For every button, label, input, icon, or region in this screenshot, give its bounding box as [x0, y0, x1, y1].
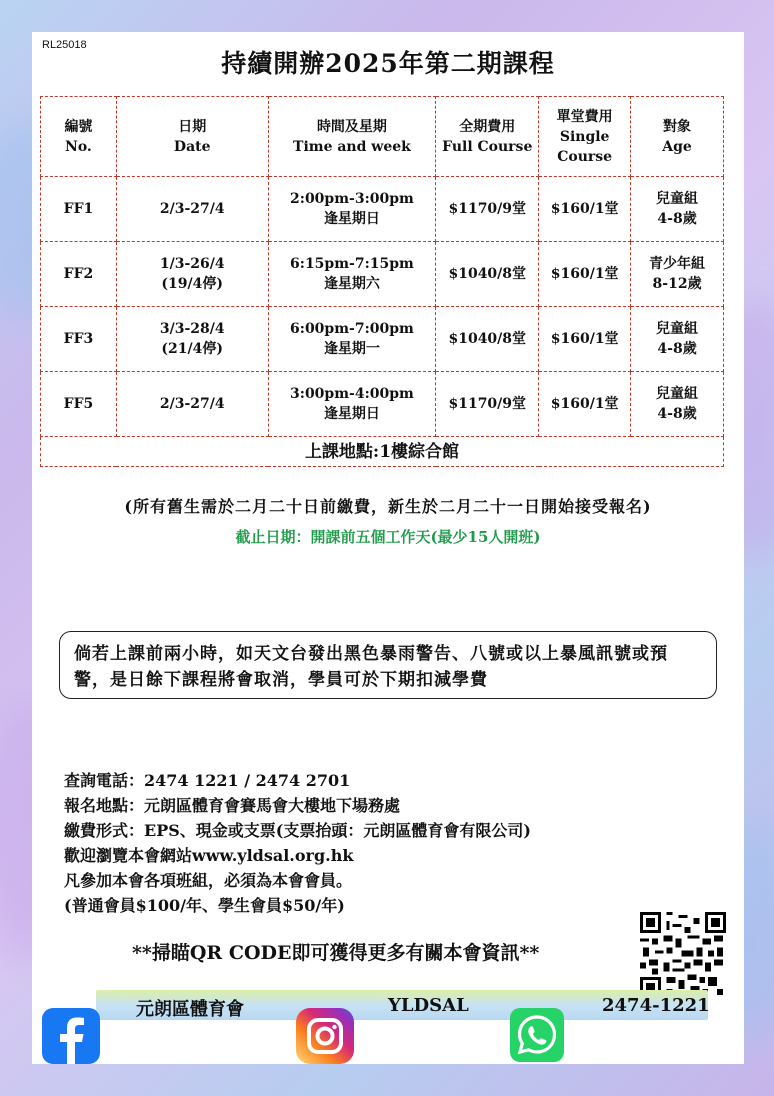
website-line[interactable]: 歡迎瀏覽本會網站www.yldsal.org.hk [64, 846, 354, 865]
instagram-icon[interactable] [296, 1008, 354, 1064]
facebook-account-name: 元朗區體育會 [136, 999, 244, 1020]
course-date: 3/3-28/4 (21/4停) [116, 307, 268, 372]
reference-code: RL25018 [42, 39, 87, 51]
table-row [41, 242, 724, 307]
header-age: 對象 Age [631, 97, 724, 177]
single-fee: $160/1堂 [539, 372, 631, 437]
course-code: FF5 [41, 372, 117, 437]
single-fee: $160/1堂 [539, 307, 631, 372]
course-age: 青少年組 8-12歲 [631, 242, 724, 307]
poster-page [32, 32, 744, 1064]
payment-methods: 繳費形式：EPS、現金或支票(支票抬頭：元朗區體育會有限公司) [64, 821, 531, 840]
table-row [41, 177, 724, 242]
qr-instruction: **掃瞄QR CODE即可獲得更多有關本會資訊** [132, 942, 540, 964]
membership-fees: (普通會員$100/年、學生會員$50/年) [64, 896, 345, 915]
table-header-row [41, 97, 724, 177]
course-age: 兒童組 4-8歲 [631, 372, 724, 437]
instagram-account-name: YLDSAL [388, 995, 469, 1016]
header-date: 日期 Date [116, 97, 268, 177]
table-row [41, 307, 724, 372]
full-fee: $1040/8堂 [436, 242, 539, 307]
location-row [41, 437, 724, 467]
table-row [41, 372, 724, 437]
course-date: 2/3-27/4 [116, 372, 268, 437]
single-fee: $160/1堂 [539, 177, 631, 242]
enquiry-phone: 查詢電話：2474 1221 / 2474 2701 [64, 771, 351, 790]
header-no: 編號 No. [41, 97, 117, 177]
course-time: 6:00pm-7:00pm 逢星期一 [268, 307, 436, 372]
payment-note: (所有舊生需於二月二十日前繳費，新生於二月二十一日開始接受報名) [124, 497, 652, 516]
course-code: FF1 [41, 177, 117, 242]
course-schedule-table [40, 96, 724, 467]
membership-note: 凡參加本會各項班組，必須為本會會員。 [64, 871, 353, 890]
full-fee: $1170/9堂 [436, 372, 539, 437]
course-date: 2/3-27/4 [116, 177, 268, 242]
weather-warning-box: 倘若上課前兩小時，如天文台發出黑色暴雨警告、八號或以上暴風訊號或預警，是日餘下課程將會取消，學員可於下期扣減學費 [59, 631, 717, 699]
course-time: 3:00pm-4:00pm 逢星期日 [268, 372, 436, 437]
course-code: FF2 [41, 242, 117, 307]
course-time: 2:00pm-3:00pm 逢星期日 [268, 177, 436, 242]
header-single-course: 單堂費用 Single Course [539, 97, 631, 177]
single-fee: $160/1堂 [539, 242, 631, 307]
page-title: 持續開辦2025年第二期課程 [221, 49, 555, 78]
full-fee: $1040/8堂 [436, 307, 539, 372]
facebook-icon[interactable] [42, 1008, 100, 1064]
full-fee: $1170/9堂 [436, 177, 539, 242]
whatsapp-number: 2474-1221 [602, 995, 710, 1016]
qr-code[interactable] [640, 912, 726, 998]
whatsapp-icon[interactable] [510, 1008, 564, 1062]
class-location: 上課地點:1樓綜合館 [41, 437, 724, 467]
course-age: 兒童組 4-8歲 [631, 307, 724, 372]
deadline-note: 截止日期：開課前五個工作天(最少15人開班) [235, 528, 541, 546]
header-full-course: 全期費用 Full Course [436, 97, 539, 177]
course-code: FF3 [41, 307, 117, 372]
contact-info [64, 768, 704, 918]
header-time: 時間及星期 Time and week [268, 97, 436, 177]
course-age: 兒童組 4-8歲 [631, 177, 724, 242]
course-date: 1/3-26/4 (19/4停) [116, 242, 268, 307]
course-time: 6:15pm-7:15pm 逢星期六 [268, 242, 436, 307]
registration-location: 報名地點：元朗區體育會賽馬會大樓地下場務處 [64, 796, 401, 815]
